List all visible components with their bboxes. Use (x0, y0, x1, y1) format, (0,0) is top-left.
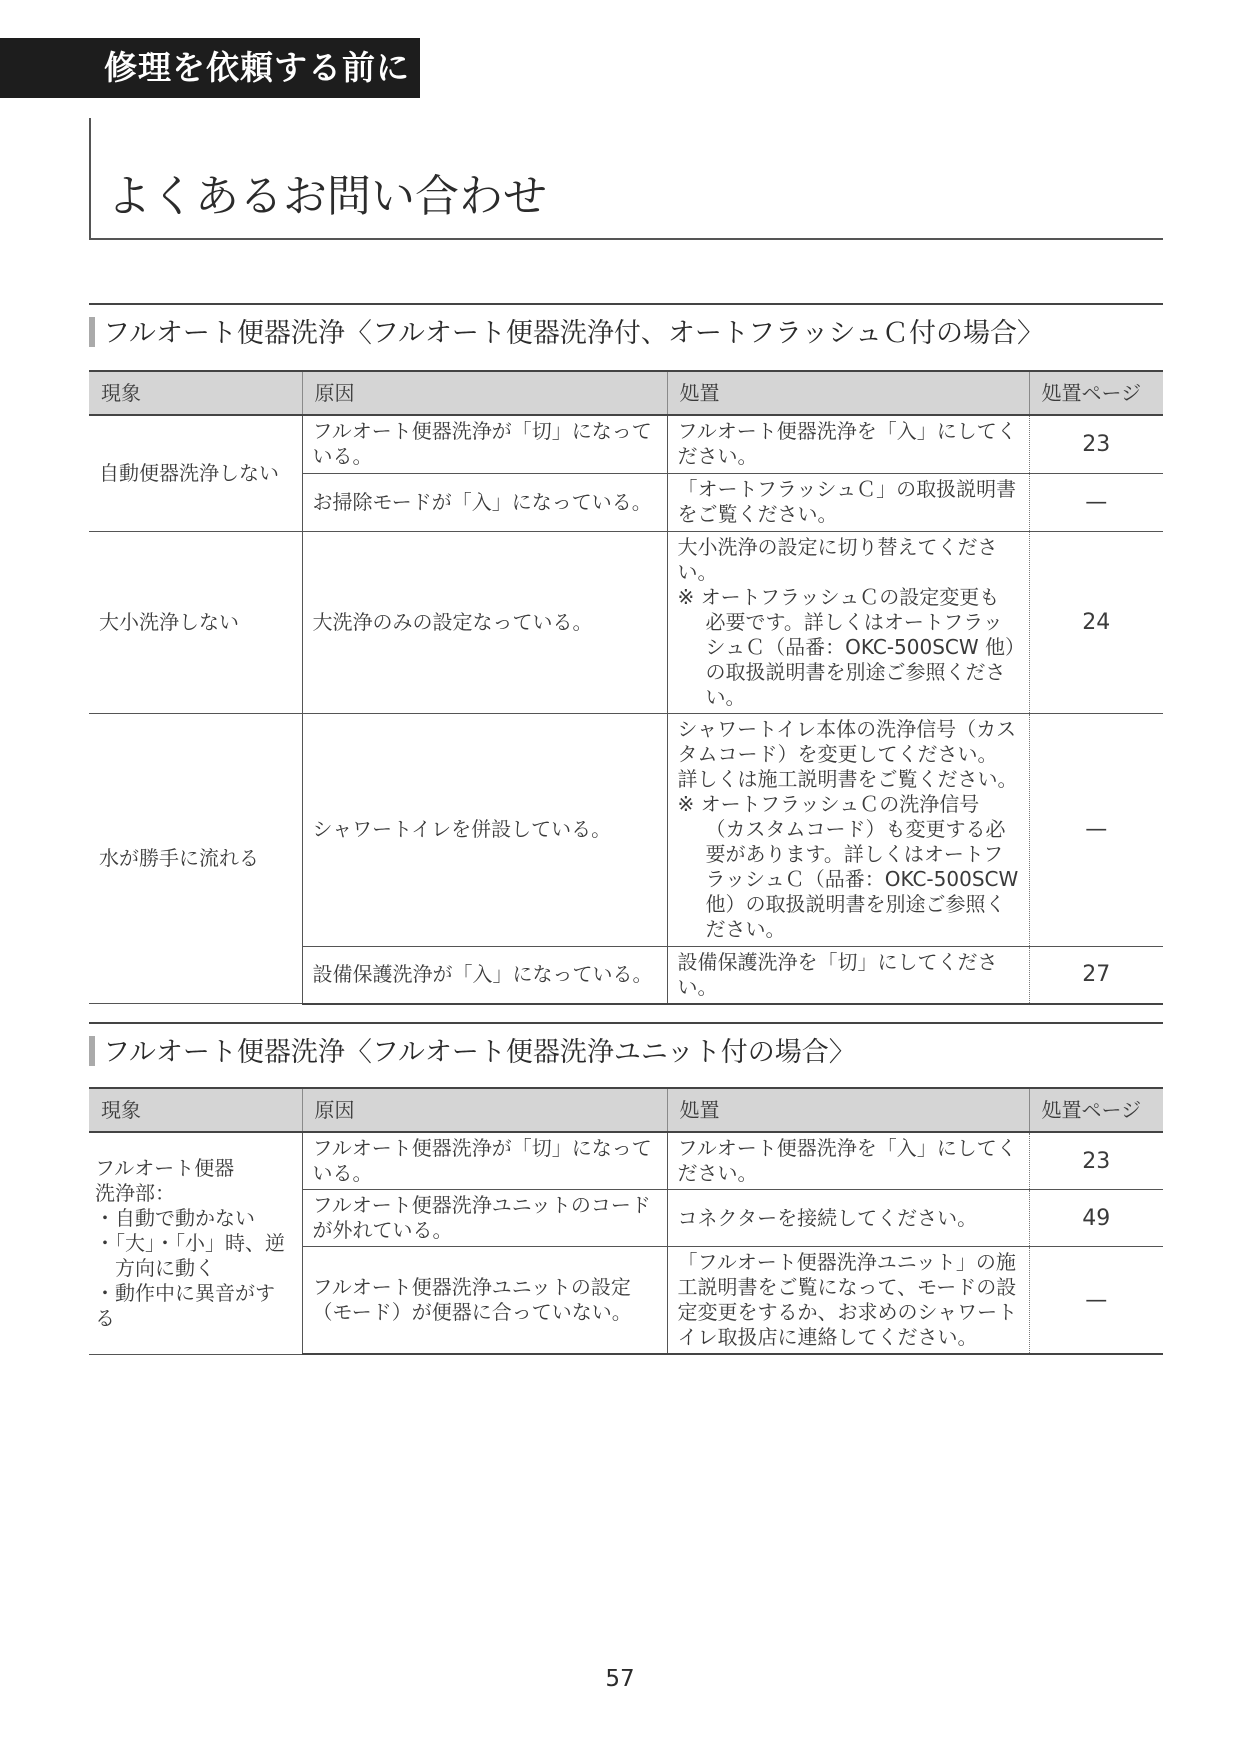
column-header-action: 処置 (667, 371, 1029, 415)
cause-cell: お掃除モードが「入」になっている。 (302, 473, 667, 531)
column-header-page: 処置ページ (1029, 1088, 1163, 1132)
table-row (89, 713, 1163, 946)
page-ref-cell: 24 (1029, 531, 1163, 713)
page-title: よくあるお問い合わせ (107, 171, 547, 222)
column-header-symptom: 現象 (89, 371, 302, 415)
action-cell (667, 531, 1029, 713)
title-block (89, 118, 1163, 240)
page-ref-cell: 49 (1029, 1190, 1163, 1247)
action-cell: コネクターを接続してください。 (667, 1190, 1029, 1247)
action-cell: 「フルオート便器洗浄ユニット」の施工説明書をご覧になって、モードの設定変更をするか、お求めのシャワートイレ取扱店に連絡してください。 (667, 1247, 1029, 1355)
cause-cell: 大洗浄のみの設定なっている。 (302, 531, 667, 713)
symptom-cell: 水が勝手に流れる (89, 713, 302, 1004)
cause-cell: シャワートイレを併設している。 (302, 713, 667, 946)
section-heading-text: フルオート便器洗浄〈フルオート便器洗浄付、オートフラッシュＣ付の場合〉 (103, 318, 1044, 349)
page-ref-cell: 23 (1029, 1132, 1163, 1190)
cause-cell: フルオート便器洗浄が「切」になっている。 (302, 1132, 667, 1190)
troubleshooting-table-flush-unit (89, 1087, 1163, 1355)
symptom-line: ・「大」・「小」時、逆 (95, 1230, 285, 1255)
action-cell: フルオート便器洗浄を「入」にしてください。 (667, 415, 1029, 473)
cause-cell: フルオート便器洗浄が「切」になっている。 (302, 415, 667, 473)
action-text: 詳しくは施工説明書をご覧ください。 (677, 767, 1018, 791)
symptom-line: 方向に動く (95, 1255, 215, 1280)
column-header-cause: 原因 (302, 1088, 667, 1132)
action-note: ※ オートフラッシュＣの設定変更も必要です。詳しくはオートフラッシュＣ（品番：OKC-500SCW 他）の取扱説明書を別途ご参照ください。 (677, 584, 1016, 709)
heading-accent-bar (89, 1036, 95, 1066)
symptom-cell: 自動便器洗浄しない (89, 415, 302, 531)
symptom-line: 洗浄部： (95, 1180, 175, 1205)
symptom-cell: 大小洗浄しない (89, 531, 302, 713)
table-row (89, 531, 1163, 713)
table-header-row (89, 1088, 1163, 1132)
chapter-header-band: 修理を依頼する前に (0, 38, 420, 98)
column-header-action: 処置 (667, 1088, 1029, 1132)
page-ref-cell: — (1029, 713, 1163, 946)
table-header-row (89, 371, 1163, 415)
column-header-page: 処置ページ (1029, 371, 1163, 415)
symptom-line: ・動作中に異音がする (95, 1280, 275, 1330)
cause-cell: フルオート便器洗浄ユニットのコードが外れている。 (302, 1190, 667, 1247)
section-heading-flush-unit (89, 1022, 1163, 1068)
troubleshooting-table-auto-flush-c (89, 370, 1163, 1005)
cause-cell: フルオート便器洗浄ユニットの設定（モード）が便器に合っていない。 (302, 1247, 667, 1355)
page-number: 57 (605, 1666, 635, 1692)
table-row (89, 1132, 1163, 1190)
action-cell: 設備保護洗浄を「切」にしてください。 (667, 946, 1029, 1004)
action-note: ※ オートフラッシュＣの洗浄信号（カスタムコード）も変更する必要があります。詳しくはオートフラッシュＣ（品番：OKC-500SCW 他）の取扱説明書を別途ご参照ください。 (677, 792, 1019, 941)
heading-accent-bar (89, 317, 95, 347)
page-ref-cell: 23 (1029, 415, 1163, 473)
page-ref-cell: — (1029, 473, 1163, 531)
page-ref-cell: 27 (1029, 946, 1163, 1004)
table-row (89, 415, 1163, 473)
column-header-symptom: 現象 (89, 1088, 302, 1132)
action-cell (667, 713, 1029, 946)
symptom-line: ・自動で動かない (95, 1205, 255, 1230)
action-cell: 「オートフラッシュＣ」の取扱説明書をご覧ください。 (667, 473, 1029, 531)
section-heading-text: フルオート便器洗浄〈フルオート便器洗浄ユニット付の場合〉 (103, 1037, 856, 1068)
page-ref-cell: — (1029, 1247, 1163, 1355)
action-cell: フルオート便器洗浄を「入」にしてください。 (667, 1132, 1029, 1190)
action-text: 大小洗浄の設定に切り替えてください。 (677, 534, 998, 584)
cause-cell: 設備保護洗浄が「入」になっている。 (302, 946, 667, 1004)
symptom-line: フルオート便器 (95, 1155, 235, 1180)
action-text: シャワートイレ本体の洗浄信号（カスタムコード）を変更してください。 (677, 717, 1017, 766)
symptom-cell (89, 1132, 302, 1354)
column-header-cause: 原因 (302, 371, 667, 415)
section-heading-auto-flush-c (89, 303, 1163, 349)
